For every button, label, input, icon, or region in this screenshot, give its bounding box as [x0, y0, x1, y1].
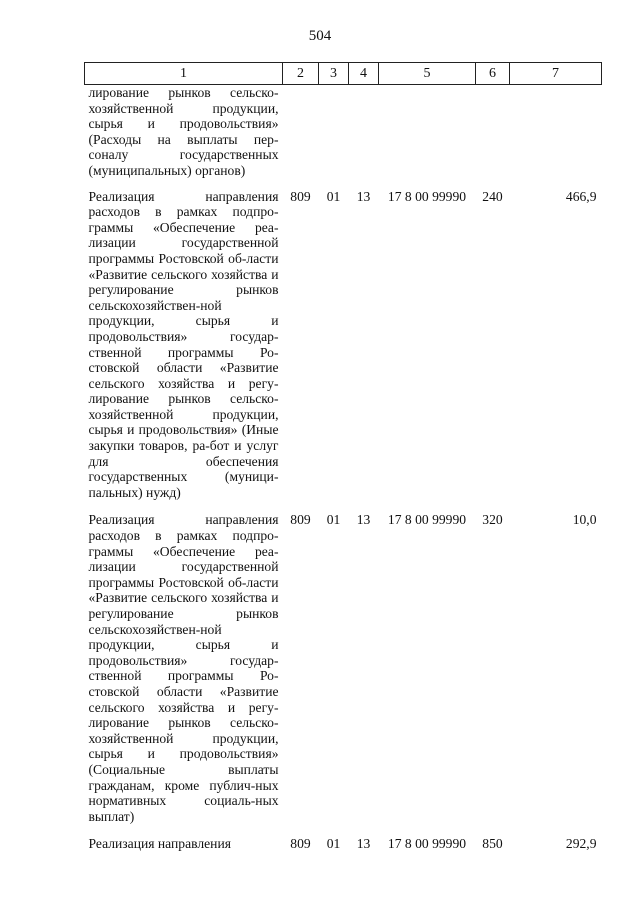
amount: 466,9 — [565, 188, 597, 204]
ministry-code — [283, 85, 319, 189]
expense-type-code: 320 — [482, 512, 503, 528]
column-header-4: 4 — [349, 63, 379, 85]
ministry-code: 809 — [290, 188, 311, 204]
amount — [510, 85, 602, 189]
target-article-code: 17 8 00 99990 — [387, 188, 467, 204]
target-article-code: 17 8 00 99990 — [387, 836, 467, 852]
row-description: Реализация направления расходов в рамках подпро-граммы «Обеспечение реа-лизации государственной программы Ростовской об-ласти «Развитие сельского хозяйства и регулирование рынков сельскохозяйствен-ной продукции, сырья и продовольствия» государ-ственной программы Ро-стовской области «Развитие сельского хозяйства и регу-лирование рынков сельско-хозяйственной продукции, сырья и продовольствия» (Социальные выплаты гражданам, кроме публич-ных нормативных социаль-ных выплат) — [88, 512, 279, 824]
subsection-code — [349, 85, 379, 189]
ministry-code: 809 — [290, 836, 311, 852]
section-code: 01 — [326, 512, 341, 528]
section-code — [319, 85, 349, 189]
row-description: лирование рынков сельско-хозяйственной продукции, сырья и продовольствия» (Расходы на выплаты пер-соналу государственных (муниципальных) органов) — [88, 85, 279, 178]
table-row — [85, 189, 602, 513]
row-description: Реализация направления — [88, 836, 231, 852]
target-article-code — [379, 85, 476, 189]
column-header-6: 6 — [476, 63, 510, 85]
subsection-code: 13 — [356, 836, 371, 852]
ministry-code: 809 — [290, 512, 311, 528]
expense-type-code: 240 — [482, 188, 503, 204]
column-header-2: 2 — [283, 63, 319, 85]
column-header-1: 1 — [85, 63, 283, 85]
subsection-code: 13 — [356, 512, 371, 528]
expense-type-code — [476, 85, 510, 189]
expense-type-code: 850 — [482, 836, 503, 852]
page-number: 504 — [308, 28, 332, 44]
column-header-7: 7 — [510, 63, 602, 85]
amount: 10,0 — [572, 512, 597, 528]
column-header-5: 5 — [379, 63, 476, 85]
row-description: Реализация направления расходов в рамках подпро-граммы «Обеспечение реа-лизации государственной программы Ростовской об-ласти «Развитие сельского хозяйства и регулирование рынков сельскохозяйствен-ной продукции, сырья и продовольствия» государ-ственной программы Ро-стовской области «Развитие сельского хозяйства и регу-лирование рынков сельско-хозяйственной продукции, сырья и продовольствия» (Иные закупки товаров, ра-бот и услуг для обеспечения государственных (муници-пальных) нужд) — [88, 188, 279, 500]
table-row — [85, 512, 602, 836]
table-row — [85, 836, 602, 864]
section-code: 01 — [326, 836, 341, 852]
table-header-row — [85, 63, 602, 85]
budget-table — [84, 62, 602, 864]
target-article-code: 17 8 00 99990 — [387, 512, 467, 528]
amount: 292,9 — [565, 836, 597, 852]
section-code: 01 — [326, 188, 341, 204]
column-header-3: 3 — [319, 63, 349, 85]
subsection-code: 13 — [356, 188, 371, 204]
table-row — [85, 85, 602, 189]
